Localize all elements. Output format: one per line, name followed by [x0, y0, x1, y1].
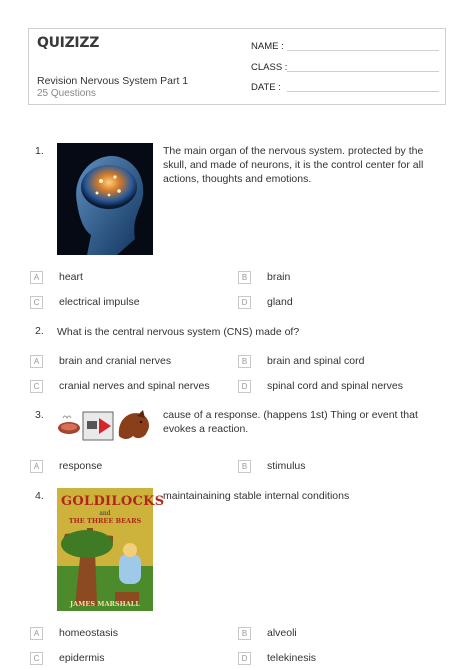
date-line — [287, 91, 439, 92]
class-field[interactable] — [251, 62, 287, 73]
worksheet-header — [28, 28, 446, 105]
option-letter: D — [238, 380, 251, 393]
q2-option-b[interactable] — [238, 354, 364, 368]
option-letter: C — [30, 652, 43, 665]
option-text: gland — [267, 296, 293, 308]
option-text: response — [59, 460, 103, 472]
brain-head-image — [57, 143, 153, 255]
q1-option-c[interactable] — [30, 295, 140, 309]
option-letter: A — [30, 271, 43, 284]
book-author: JAMES MARSHALL — [70, 600, 140, 608]
option-letter: B — [238, 271, 251, 284]
question-1-number: 1. — [35, 145, 44, 157]
option-letter: D — [238, 652, 251, 665]
date-label: DATE : — [251, 82, 281, 93]
option-text: spinal cord and spinal nerves — [267, 380, 403, 392]
option-letter: A — [30, 355, 43, 368]
name-field[interactable] — [251, 41, 284, 52]
worksheet-title: Revision Nervous System Part 1 — [37, 75, 189, 87]
q4-option-c[interactable] — [30, 651, 105, 665]
class-label: CLASS : — [251, 62, 288, 73]
option-text: epidermis — [59, 652, 105, 664]
option-letter: A — [30, 460, 43, 473]
question-4-number: 4. — [35, 490, 44, 502]
q4-option-b[interactable] — [238, 626, 297, 640]
question-count: 25 Questions — [37, 88, 96, 99]
quizizz-logo: QUIZIZZ — [37, 35, 100, 51]
question-2-number: 2. — [35, 325, 44, 337]
option-letter: C — [30, 296, 43, 309]
question-2-text: What is the central nervous system (CNS) made of? — [57, 326, 300, 338]
option-letter: B — [238, 460, 251, 473]
goldilocks-book-cover-image — [57, 488, 165, 611]
option-text: brain and spinal cord — [267, 355, 365, 367]
q1-option-b[interactable] — [238, 270, 290, 284]
option-letter: B — [238, 355, 251, 368]
question-3-number: 3. — [35, 409, 44, 421]
option-letter: D — [238, 296, 251, 309]
q3-option-b[interactable] — [238, 459, 306, 473]
option-text: telekinesis — [267, 652, 317, 664]
option-text: brain and cranial nerves — [59, 355, 172, 367]
question-3-text: cause of a response. (happens 1st) Thing or event that evokes a reaction. — [163, 409, 418, 435]
option-letter: B — [238, 627, 251, 640]
option-text: heart — [59, 271, 83, 283]
date-field[interactable] — [251, 82, 281, 93]
name-line — [287, 50, 439, 51]
option-text: stimulus — [267, 460, 306, 472]
q2-option-d[interactable] — [238, 379, 403, 393]
q1-option-d[interactable] — [238, 295, 293, 309]
question-4-text: maintainaining stable internal conditions — [163, 490, 350, 502]
name-label: NAME : — [251, 41, 284, 52]
book-subtitle: THE THREE BEARS — [68, 517, 142, 525]
q4-option-a[interactable] — [30, 626, 118, 640]
option-text: homeostasis — [59, 627, 118, 639]
q2-option-a[interactable] — [30, 354, 171, 368]
option-text: electrical impulse — [59, 296, 140, 308]
option-text: alveoli — [267, 627, 297, 639]
option-text: brain — [267, 271, 291, 283]
q3-option-a[interactable] — [30, 459, 102, 473]
question-1-text: The main organ of the nervous system. protected by the skull, and made of neurons, it is the control center for all actions, thoughts and emotions. — [163, 145, 424, 185]
class-line — [287, 71, 439, 72]
option-letter: C — [30, 380, 43, 393]
option-text: cranial nerves and spinal nerves — [59, 380, 210, 392]
stimulus-response-image — [57, 406, 153, 446]
option-letter: A — [30, 627, 43, 640]
q1-option-a[interactable] — [30, 270, 83, 284]
q2-option-c[interactable] — [30, 379, 210, 393]
book-title: GOLDILOCKS — [61, 494, 165, 509]
book-and: and — [99, 510, 111, 517]
q4-option-d[interactable] — [238, 651, 316, 665]
